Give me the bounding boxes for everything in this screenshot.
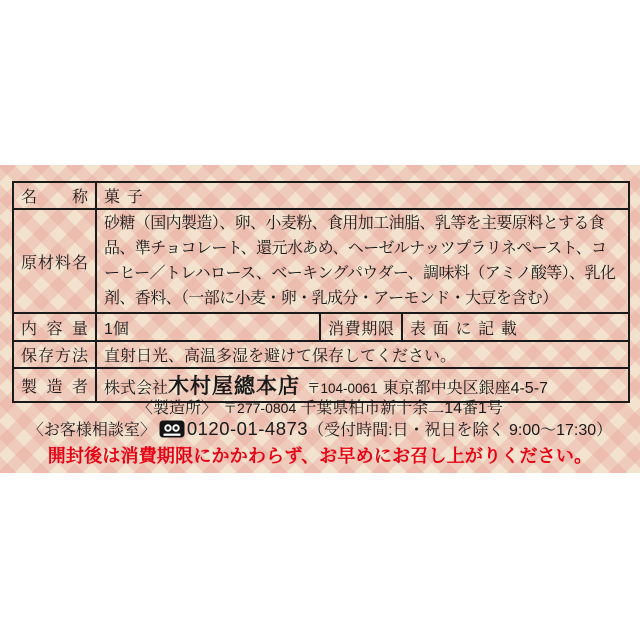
storage-label: 保存方法 [13, 341, 96, 368]
manufacturer-label: 製造者 [13, 368, 96, 402]
table-row-ingredients [13, 209, 629, 313]
pattern-band [0, 165, 640, 473]
factory-postal-code: 〒277-0804 [223, 400, 297, 416]
support-phone-number: 0120-01-4873 [186, 418, 309, 439]
contents-label: 内容量 [13, 313, 96, 341]
company-prefix: 株式会社 [104, 380, 169, 397]
factory-line [0, 395, 640, 418]
company-name: 木村屋總本店 [168, 375, 301, 398]
company-postal-code: 〒104-0061 [307, 381, 378, 396]
spec-table [12, 181, 630, 403]
factory-label: 〈製造所〉 [137, 400, 218, 417]
contents-value: 1個 [96, 313, 320, 341]
name-label: 名称 [13, 182, 96, 209]
customer-support-line [0, 417, 640, 443]
expiry-value: 表面に記載 [402, 313, 629, 341]
table-row-name [13, 182, 629, 209]
support-hours: （受付時間:日・祝日を除く 9:00～17:30） [308, 422, 613, 439]
ingredients-value: 砂糖（国内製造）、卵、小麦粉、食用加工油脂、乳等を主要原料とする食品、準チョコレート、還元水あめ、ヘーゼルナッツプラリネペースト、コーヒー／トレハロース、ベーキングパウダー、調味料（アミノ酸等）、乳化剤、香料、（一部に小麦・卵・乳成分・アーモンド・大豆を含む） [96, 209, 629, 313]
support-label: 〈お客様相談室〉 [27, 422, 156, 439]
open-soon-warning: 開封後は消費期限にかかわらず、お早めにお召し上がりください。 [47, 446, 593, 466]
name-value: 菓子 [96, 182, 629, 209]
table-row-storage [13, 341, 629, 368]
factory-address: 千葉県柏市新十余二14番1号 [300, 400, 503, 417]
table-row-contents-expiry [13, 313, 629, 341]
expiry-label: 消費期限 [320, 313, 402, 341]
company-address: 東京都中央区銀座4-5-7 [382, 380, 548, 397]
freedial-icon [159, 420, 185, 443]
storage-value: 直射日光、高温多湿を避けて保存してください。 [96, 341, 629, 368]
ingredients-label: 原材料名 [13, 209, 96, 313]
